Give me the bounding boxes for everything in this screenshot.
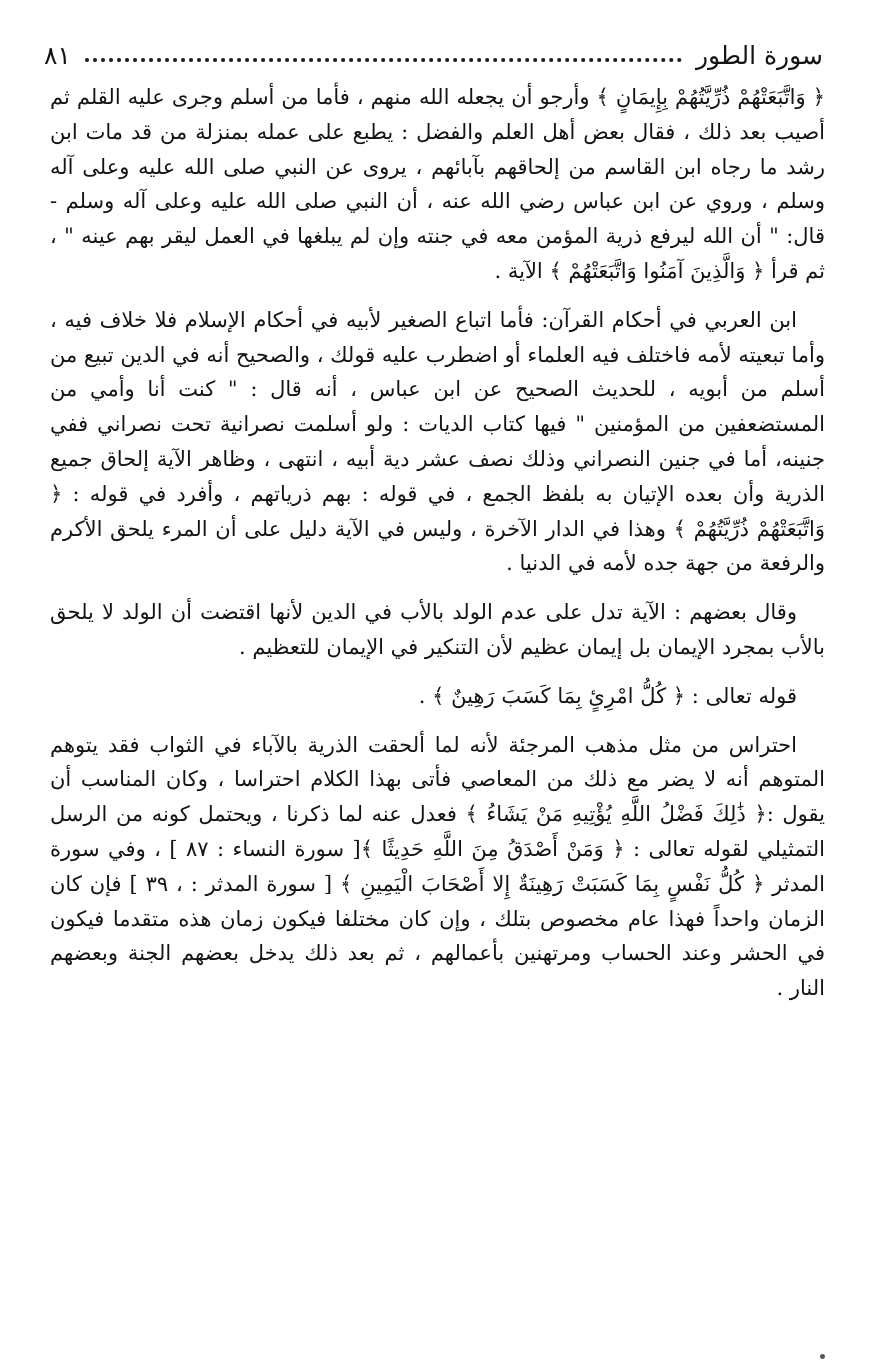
scan-speck	[820, 1354, 825, 1359]
paragraph-verse-heading: قوله تعالى : ﴿ كُلُّ امْرِئٍ بِمَا كَسَبَ رَهِينٌ ﴾ .	[418, 683, 797, 708]
header-dotted-leader	[85, 58, 682, 62]
commentary-text	[50, 80, 825, 1020]
running-header	[44, 38, 823, 74]
paragraph-ibn-al-arabi: ابن العربي في أحكام القرآن: فأما اتباع الصغير لأبيه في أحكام الإسلام فلا خلاف فيه ، وأما تبعيته لأمه فاختلف فيه العلماء أو اضطرب عليه قولك ، والصحيح أنه في الدين تبيع من أسلم من أبويه ، للحديث الصحيح عن ابن عباس ، أنه قال : " كنت أنا وأمي من المستضعفين من المؤمنين " فيها كتاب الديات : ولو أسلمت نصرانية تحت نصراني ففي جنينه، أما في جنين النصراني وذلك نصف عشر دية أبيه ، انتهى ، وظاهر الآية إلحاق جميع الذرية وأن بعده الإتيان به بلفظ الجمع ، في قوله : بهم ذرياتهم ، وأفرد في قوله : ﴿ وَاتَّبَعَتْهُمْ ذُرِّيَّتُهُمْ ﴾ وهذا في الدار الآخرة ، وليس في الآية دليل على أن المرء يلحق الأكرم والرفعة من جهة جده لأمه في الدنيا .	[50, 307, 825, 576]
page-number: ٨١	[44, 41, 71, 70]
surah-title: سورة الطور	[695, 41, 823, 70]
paragraph-continuation: ﴿ وَاتَّبَعَتْهُمْ ذُرِّيَّتُهُمْ بِإِيمَانٍ ﴾ وأرجو أن يجعله الله منهم ، فأما من أسلم وجرى عليه القلم ثم أصيب بعد ذلك ، فقال بعض أهل العلم والفضل : يطبع على عمله بمنزلة من قد مات ابن رشد ما رجاه ابن القاسم من إلحاقهم بآبائهم ، يروى عن النبي صلى الله عليه وعلى آله وسلم ، وروي عن ابن عباس رضي الله عنه ، أن النبي صلى الله عليه وعلى آله وسلم - قال: " أن الله ليرفع ذرية المؤمن معه في جنته وإن لم يبلغها في العمل ليقر بهم عينه " ، ثم قرأ ﴿ وَالَّذِينَ آمَنُوا وَاتَّبَعَتْهُمْ ﴾ الآية .	[50, 85, 825, 283]
paragraph-some-said: وقال بعضهم : الآية تدل على عدم الولد بالأب في الدين لأنها اقتضت أن الولد لا يلحق بالأب بمجرد الإيمان بل إيمان عظيم لأن التنكير في الإيمان للتعظيم .	[50, 600, 825, 659]
paragraph-precaution: احتراس من مثل مذهب المرجئة لأنه لما ألحقت الذرية بالآباء في الثواب فقد يتوهم المتوهم أنه لا يضر مع ذلك من المعاصي فأتى بهذا الكلام احتراسا ، وكان المناسب أن يقول :﴿ ذَٰلِكَ فَضْلُ اللَّهِ يُؤْتِيهِ مَنْ يَشَاءُ ﴾ فعدل عنه لما ذكرنا ، ويحتمل كونه من الرسل التمثيلي لقوله تعالى : ﴿ وَمَنْ أَصْدَقُ مِنَ اللَّهِ حَدِيثًا ﴾[ سورة النساء : ٨٧ ] ، وفي سورة المدثر ﴿ كُلُّ نَفْسٍ بِمَا كَسَبَتْ رَهِينَةٌ إِلا أَصْحَابَ الْيَمِينِ ﴾ [ سورة المدثر : ، ٣٩ ] فإن كان الزمان واحداً فهذا عام مخصوص بتلك ، وإن كان مختلفا فيكون زمان هذه متقدما فيكون في الحشر وعند الحساب ومرتهنين بأعمالهم ، ثم بعد ذلك يدخل بعضهم الجنة وبعضهم النار .	[50, 732, 825, 1001]
